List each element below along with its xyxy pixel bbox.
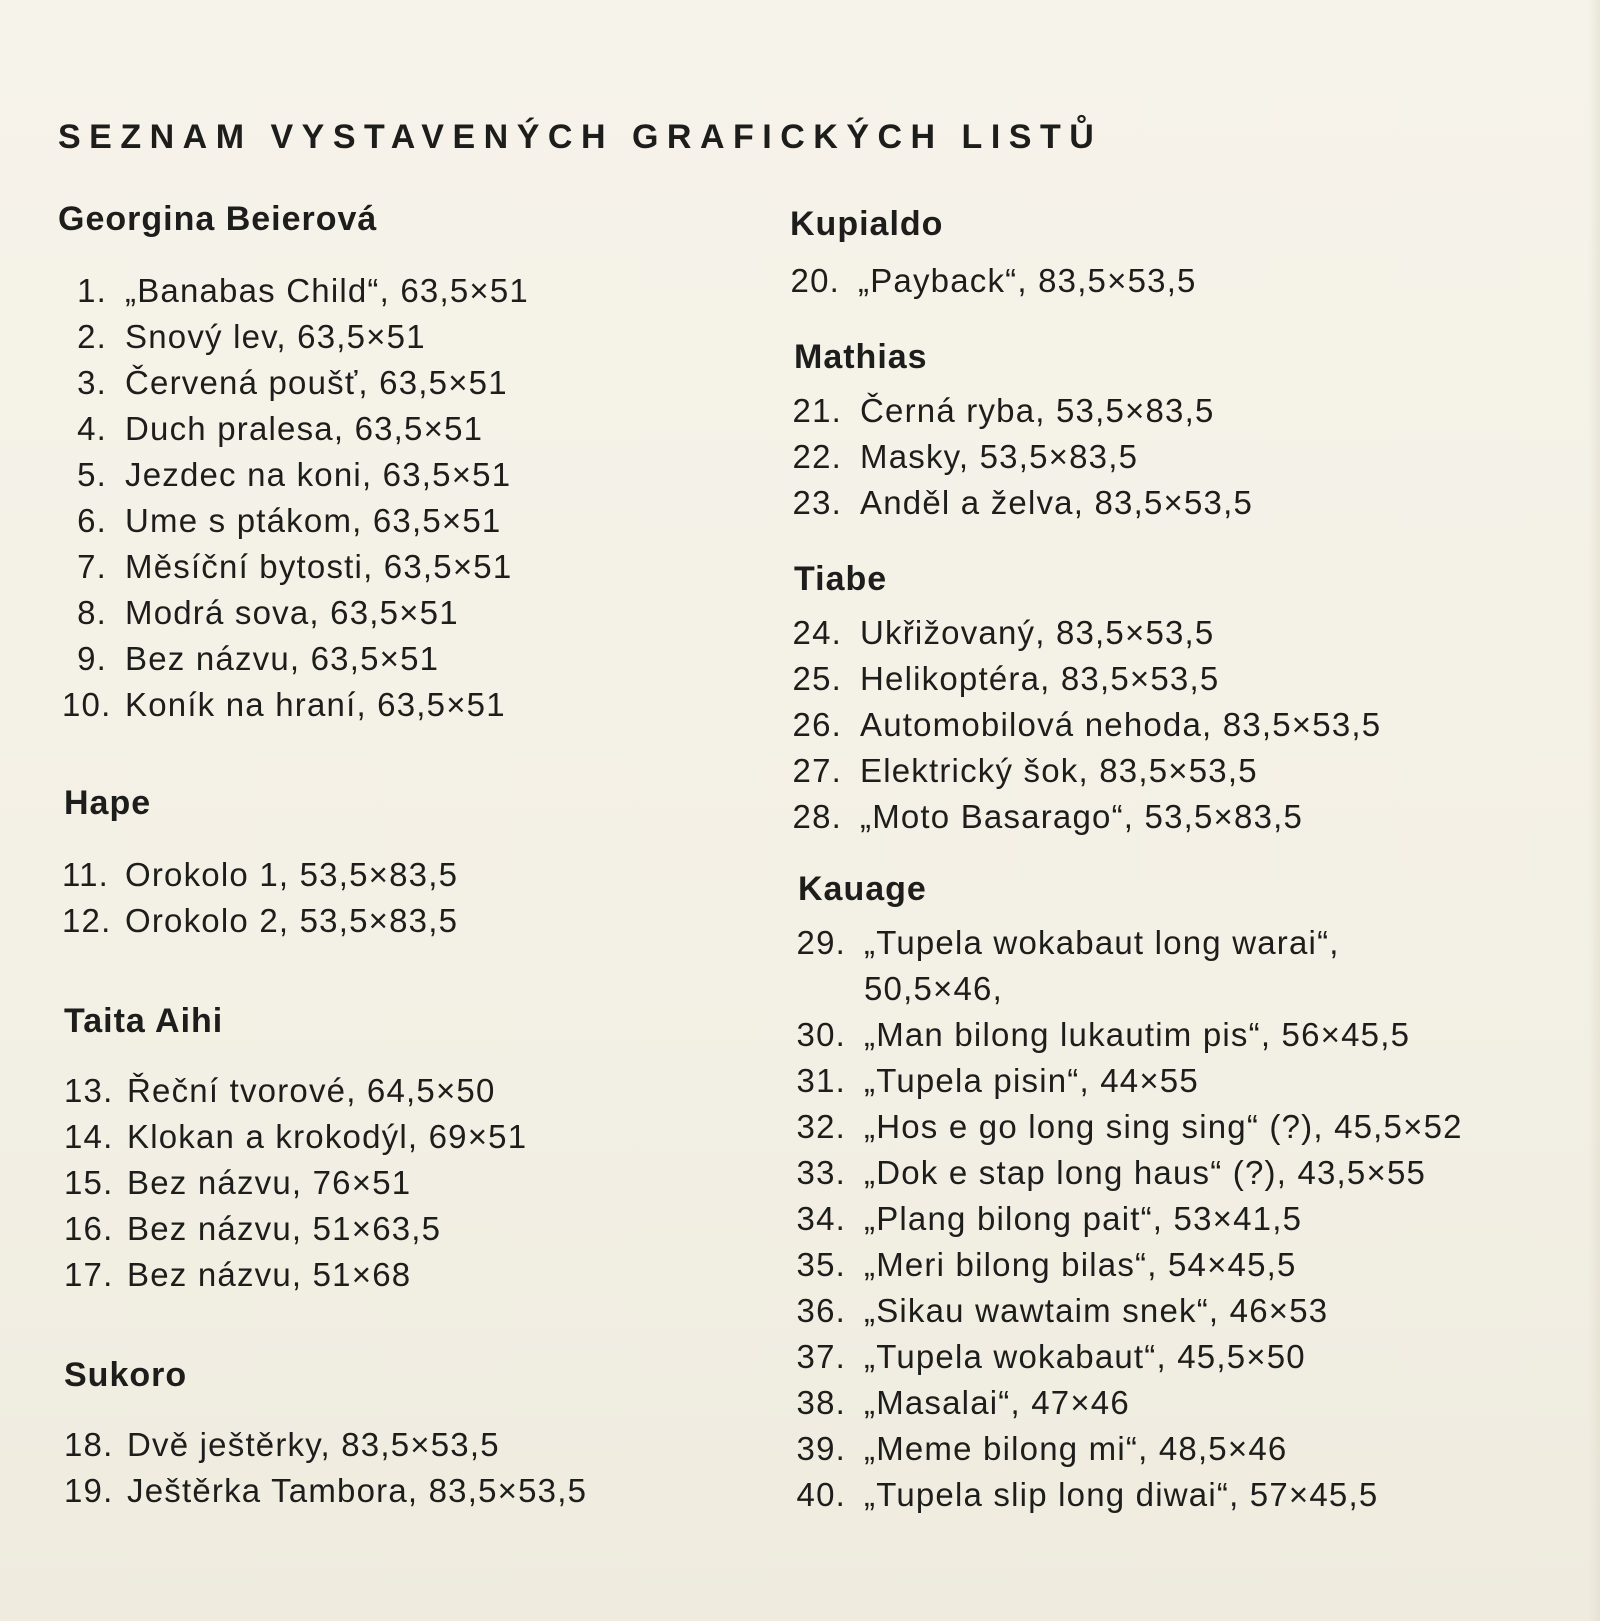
item-text: Automobilová nehoda, 83,5×53,5 xyxy=(860,706,1382,743)
item-number: 20. xyxy=(790,262,840,299)
item-number: 1. xyxy=(77,272,107,309)
item-number: 25. xyxy=(792,660,842,697)
work-list-kauage xyxy=(796,920,1464,1518)
item-number: 22. xyxy=(792,438,842,475)
item-number: 21. xyxy=(792,392,842,429)
item-number: 16. xyxy=(64,1210,114,1247)
list-item xyxy=(62,314,529,360)
artist-heading-beierova: Georgina Beierová xyxy=(58,200,378,238)
item-number: 23. xyxy=(792,484,842,521)
item-number: 2. xyxy=(77,318,107,355)
item-number: 33. xyxy=(796,1154,846,1191)
item-number: 13. xyxy=(64,1072,114,1109)
list-item xyxy=(64,1468,587,1514)
item-text: „Dok e stap long haus“ (?), 43,5×55 xyxy=(864,1154,1427,1191)
item-text: Měsíční bytosti, 63,5×51 xyxy=(125,548,513,585)
item-number: 30. xyxy=(796,1016,846,1053)
item-text: Červená poušť, 63,5×51 xyxy=(125,364,508,401)
item-text: „Tupela wokabaut“, 45,5×50 xyxy=(864,1338,1306,1375)
list-item xyxy=(796,1012,1464,1058)
item-text: Jezdec na koni, 63,5×51 xyxy=(125,456,512,493)
item-number: 19. xyxy=(64,1472,114,1509)
item-text: Masky, 53,5×83,5 xyxy=(860,438,1139,475)
list-item xyxy=(796,1472,1464,1518)
list-item xyxy=(796,920,1464,1012)
list-item xyxy=(796,1426,1464,1472)
item-text: Helikoptéra, 83,5×53,5 xyxy=(860,660,1220,697)
item-text: Snový lev, 63,5×51 xyxy=(125,318,426,355)
list-item xyxy=(64,1160,527,1206)
item-text: Černá ryba, 53,5×83,5 xyxy=(860,392,1215,429)
list-item xyxy=(796,1104,1464,1150)
item-text: Dvě ještěrky, 83,5×53,5 xyxy=(127,1426,500,1463)
list-item xyxy=(792,656,1460,702)
page-title: SEZNAM VYSTAVENÝCH GRAFICKÝCH LISTŮ xyxy=(58,118,1103,156)
item-text: Ume s ptákom, 63,5×51 xyxy=(125,502,502,539)
item-number: 14. xyxy=(64,1118,114,1155)
item-text: „Banabas Child“, 63,5×51 xyxy=(125,272,529,309)
work-list-kupialdo xyxy=(790,258,1458,304)
work-list-mathias xyxy=(792,388,1460,526)
item-number: 39. xyxy=(796,1430,846,1467)
item-text: Anděl a želva, 83,5×53,5 xyxy=(860,484,1253,521)
work-list-tiabe xyxy=(792,610,1460,840)
work-list-beierova xyxy=(62,268,529,728)
item-text: Orokolo 1, 53,5×83,5 xyxy=(125,856,459,893)
list-item xyxy=(792,794,1460,840)
item-number: 8. xyxy=(77,594,107,631)
item-text: Bez názvu, 76×51 xyxy=(127,1164,412,1201)
list-item xyxy=(796,1242,1464,1288)
list-item xyxy=(796,1196,1464,1242)
item-text: „Sikau wawtaim snek“, 46×53 xyxy=(864,1292,1329,1329)
artist-heading-mathias: Mathias xyxy=(794,338,928,376)
item-text: „Hos e go long sing sing“ (?), 45,5×52 xyxy=(864,1108,1463,1145)
list-item xyxy=(792,388,1460,434)
item-text: Ještěrka Tambora, 83,5×53,5 xyxy=(127,1472,588,1509)
list-item xyxy=(792,480,1460,526)
list-item xyxy=(62,682,529,728)
item-number: 27. xyxy=(792,752,842,789)
work-list-sukoro xyxy=(64,1422,587,1514)
list-item xyxy=(62,406,529,452)
item-number: 29. xyxy=(796,924,846,961)
item-number: 28. xyxy=(792,798,842,835)
item-number: 9. xyxy=(77,640,107,677)
artist-heading-sukoro: Sukoro xyxy=(64,1356,188,1394)
item-text: Duch pralesa, 63,5×51 xyxy=(125,410,484,447)
item-number: 18. xyxy=(64,1426,114,1463)
list-item xyxy=(792,610,1460,656)
list-item xyxy=(62,452,529,498)
artist-heading-tiabe: Tiabe xyxy=(794,560,888,598)
artist-heading-kauage: Kauage xyxy=(798,870,927,908)
list-item xyxy=(64,1068,527,1114)
work-list-hape xyxy=(62,852,458,944)
item-text: „Tupela wokabaut long warai“, 50,5×46, xyxy=(864,924,1340,1007)
list-item xyxy=(62,590,529,636)
item-number: 32. xyxy=(796,1108,846,1145)
item-text: „Moto Basarago“, 53,5×83,5 xyxy=(860,798,1304,835)
item-text: „Plang bilong pait“, 53×41,5 xyxy=(864,1200,1303,1237)
item-number: 40. xyxy=(796,1476,846,1513)
item-text: Elektrický šok, 83,5×53,5 xyxy=(860,752,1258,789)
list-item xyxy=(64,1252,527,1298)
item-number: 4. xyxy=(77,410,107,447)
item-text: „Tupela pisin“, 44×55 xyxy=(864,1062,1199,1099)
item-number: 26. xyxy=(792,706,842,743)
list-item xyxy=(64,1114,527,1160)
list-item xyxy=(62,852,458,898)
item-number: 5. xyxy=(77,456,107,493)
list-item xyxy=(796,1058,1464,1104)
item-text: „Meme bilong mi“, 48,5×46 xyxy=(864,1430,1288,1467)
item-text: „Payback“, 83,5×53,5 xyxy=(858,262,1197,299)
list-item xyxy=(64,1422,587,1468)
item-text: „Meri bilong bilas“, 54×45,5 xyxy=(864,1246,1297,1283)
item-number: 34. xyxy=(796,1200,846,1237)
list-item xyxy=(796,1288,1464,1334)
artist-heading-hape: Hape xyxy=(64,784,152,822)
list-item xyxy=(62,898,458,944)
list-item xyxy=(796,1380,1464,1426)
list-item xyxy=(62,636,529,682)
item-number: 7. xyxy=(77,548,107,585)
list-item xyxy=(62,360,529,406)
item-number: 6. xyxy=(77,502,107,539)
item-text: Koník na hraní, 63,5×51 xyxy=(125,686,506,723)
item-number: 38. xyxy=(796,1384,846,1421)
item-text: „Man bilong lukautim pis“, 56×45,5 xyxy=(864,1016,1411,1053)
item-number: 12. xyxy=(62,902,112,939)
item-number: 17. xyxy=(64,1256,114,1293)
item-text: Řeční tvorové, 64,5×50 xyxy=(127,1072,496,1109)
item-number: 24. xyxy=(792,614,842,651)
list-item xyxy=(792,748,1460,794)
item-text: „Tupela slip long diwai“, 57×45,5 xyxy=(864,1476,1379,1513)
artist-heading-kupialdo: Kupialdo xyxy=(790,205,944,243)
list-item xyxy=(64,1206,527,1252)
item-number: 10. xyxy=(62,686,112,723)
list-item xyxy=(790,258,1458,304)
item-text: Klokan a krokodýl, 69×51 xyxy=(127,1118,528,1155)
item-text: Orokolo 2, 53,5×83,5 xyxy=(125,902,459,939)
list-item xyxy=(796,1334,1464,1380)
list-item xyxy=(62,498,529,544)
item-number: 31. xyxy=(796,1062,846,1099)
page-edge-shadow xyxy=(1588,0,1600,1621)
list-item xyxy=(62,268,529,314)
artist-heading-taita-aihi: Taita Aihi xyxy=(64,1002,224,1040)
item-text: Bez názvu, 63,5×51 xyxy=(125,640,440,677)
list-item xyxy=(792,434,1460,480)
list-item xyxy=(792,702,1460,748)
item-number: 15. xyxy=(64,1164,114,1201)
work-list-taita-aihi xyxy=(64,1068,527,1298)
item-number: 35. xyxy=(796,1246,846,1283)
item-text: Bez názvu, 51×63,5 xyxy=(127,1210,442,1247)
item-number: 3. xyxy=(77,364,107,401)
item-number: 11. xyxy=(62,856,110,893)
item-number: 36. xyxy=(796,1292,846,1329)
list-item xyxy=(62,544,529,590)
item-text: Ukřižovaný, 83,5×53,5 xyxy=(860,614,1215,651)
item-text: „Masalai“, 47×46 xyxy=(864,1384,1130,1421)
item-text: Modrá sova, 63,5×51 xyxy=(125,594,459,631)
item-number: 37. xyxy=(796,1338,846,1375)
list-item xyxy=(796,1150,1464,1196)
item-text: Bez názvu, 51×68 xyxy=(127,1256,412,1293)
